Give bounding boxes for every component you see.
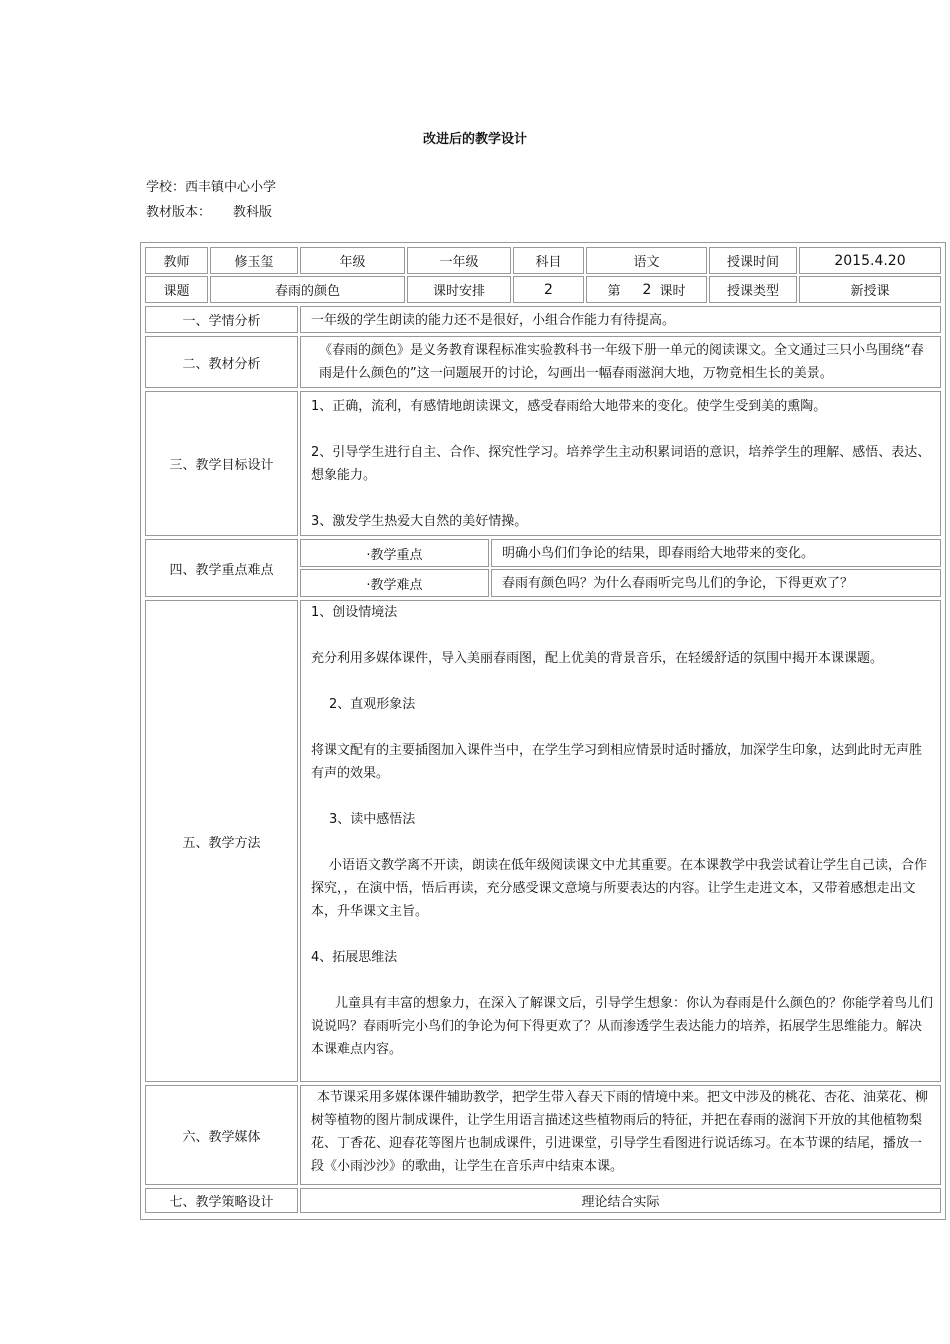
subject-label: 科目: [513, 247, 584, 274]
method-2-heading: 2、直观形象法: [329, 697, 416, 712]
goal-3: 3、激发学生热爱大自然的美好情操。: [311, 514, 528, 529]
grade-value: 一年级: [407, 247, 511, 274]
section-5-label: 五、教学方法: [145, 600, 298, 1082]
hours-label: 课时安排: [407, 276, 511, 303]
method-2-text: 将课文配有的主要插图加入课件当中，在学生学习到相应情景时适时播放，加深学生印象，达到此时无声胜有声的效果。: [311, 743, 923, 781]
period-cell: [586, 276, 707, 303]
section-1-content: [300, 306, 941, 333]
goal-2: 2、引导学生进行自主、合作、探究性学习。培养学生主动积累词语的意识，培养学生的理解、感悟、表达、想象能力。: [311, 445, 931, 483]
section-2-text: 《春雨的颜色》是义务教育课程标准实验教科书一年级下册一单元的阅读课文。全文通过三只小鸟围绕“春雨是什么颜色的”这一问题展开的讨论，勾画出一幅春雨滋润大地，万物竟相生长的美景。: [319, 343, 924, 381]
section-1-text: 一年级的学生朗读的能力还不是很好，小组合作能力有待提高。: [311, 313, 676, 328]
method-1-text: 充分利用多媒体课件，导入美丽春雨图，配上优美的背景音乐，在轻缓舒适的氛围中揭开本课课题。: [311, 651, 884, 666]
key-point-text: 明确小鸟们们争论的结果，即春雨给大地带来的变化。: [502, 546, 815, 561]
edition-value: 教科版: [233, 205, 273, 220]
method-4-text: 儿童具有丰富的想象力，在深入了解课文后，引导学生想象：你认为春雨是什么颜色的？你能学着鸟儿们说说吗？春雨听完小鸟们的争论为何下得更欢了？从而渗透学生表达能力的培养，拓展学生思维能力。解决本课难点内容。: [311, 996, 934, 1057]
difficulty-label: ·教学难点: [300, 569, 489, 597]
method-3-text: 小语语文教学离不开读，朗读在低年级阅读课文中尤其重要。在本课教学中我尝试着让学生自己读，合作探究，，在演中悟，悟后再读，充分感受课文意境与所要表达的内容。让学生走进文本，又带着感想走出文本，升华课文主旨。: [311, 858, 928, 919]
section-6-text: 本节课采用多媒体课件辅助教学，把学生带入春天下雨的情境中来。把文中涉及的桃花、杏花、油菜花、柳树等植物的图片制成课件，让学生用语言描述这些植物雨后的特征，并把在春雨的滋润下开放的其他植物梨花、丁香花、迎春花等图片也制成课件，引进课堂，引导学生看图进行说话练习。在本节课的结尾，播放一段《小雨沙沙》的歌曲，让学生在音乐声中结束本课。: [311, 1090, 929, 1174]
section-6-label: 六、教学媒体: [145, 1085, 298, 1185]
section-2-label: 二、教材分析: [145, 336, 298, 388]
key-point-content: [491, 539, 941, 567]
section-2-content: [300, 336, 941, 388]
topic-value: 春雨的颜色: [210, 276, 405, 303]
section-1-label: 一、学情分析: [145, 306, 298, 333]
section-7-label: 七、教学策略设计: [145, 1188, 298, 1213]
method-3-heading: 3、读中感悟法: [329, 812, 416, 827]
teacher-value: 修玉玺: [210, 247, 298, 274]
type-label: 授课类型: [709, 276, 797, 303]
section-7-content: 理论结合实际: [300, 1188, 941, 1213]
section-6-content: [300, 1085, 941, 1185]
method-1-heading: 1、创设情境法: [311, 605, 398, 620]
period-suffix: 课时: [659, 284, 686, 299]
section-4-label: 四、教学重点难点: [145, 539, 298, 597]
edition-label: 教材版本：: [146, 205, 212, 220]
difficulty-content: [491, 569, 941, 597]
period-number: 2: [642, 281, 652, 298]
section-3-content: [300, 391, 941, 536]
method-4-heading: 4、拓展思维法: [311, 950, 398, 965]
period-prefix: 第: [607, 284, 621, 299]
section-3-label: 三、教学目标设计: [145, 391, 298, 536]
date-value: 2015.4.20: [799, 247, 941, 274]
school-line: 学校：西丰镇中心小学: [146, 180, 277, 195]
subject-value: 语文: [586, 247, 707, 274]
date-label: 授课时间: [709, 247, 797, 274]
document-title: 改进后的教学设计: [422, 132, 527, 147]
grade-label: 年级: [300, 247, 405, 274]
section-5-content: [300, 600, 941, 1082]
goal-1: 1、正确，流利，有感情地朗读课文，感受春雨给大地带来的变化。使学生受到美的熏陶。: [311, 399, 827, 414]
teacher-label: 教师: [145, 247, 208, 274]
hours-value: 2: [513, 276, 584, 303]
topic-label: 课题: [145, 276, 208, 303]
type-value: 新授课: [799, 276, 941, 303]
edition-line: [146, 201, 272, 220]
difficulty-text: 春雨有颜色吗？为什么春雨听完鸟儿们的争论，下得更欢了？: [502, 576, 854, 591]
key-point-label: ·教学重点: [300, 539, 489, 567]
